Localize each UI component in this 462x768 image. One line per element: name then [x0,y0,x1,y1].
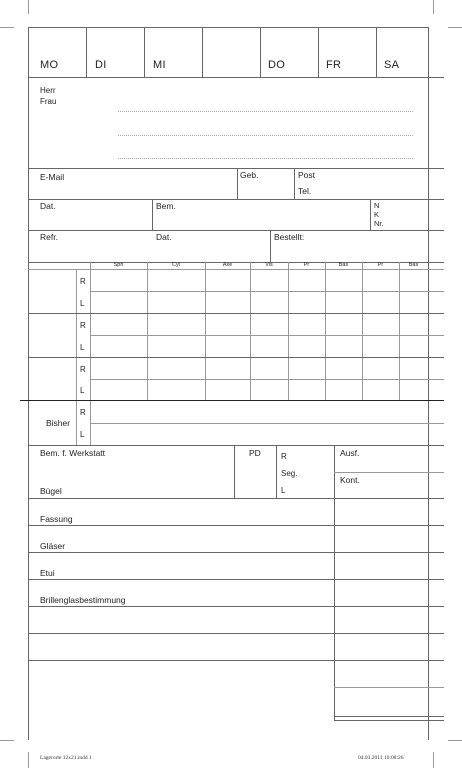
rx-header-bas-2: Bas [408,262,419,268]
item-line [28,579,444,580]
label-nk-k: K [374,210,380,219]
total-line [334,716,444,717]
item-line [28,606,444,607]
label-seg: Seg. [281,469,298,478]
item-line [28,552,444,553]
label-herr: Herr [40,86,56,95]
label-dat: Dat. [40,201,56,211]
dat-divider [370,199,371,230]
rx-header-sph: Sph [113,262,124,268]
label-nk-n: N [374,201,380,210]
rx-header-pr: Pr [303,262,310,268]
day-divider [86,27,87,77]
eye-left-2: L [80,343,85,352]
ausf-line [334,472,444,473]
label-fassung: Fassung [40,514,73,524]
day-saturday[interactable]: SA [384,59,400,71]
rx-row-line [90,335,444,336]
day-thursday[interactable]: DO [268,59,286,71]
day-row-top [28,27,428,28]
werkstatt-divider [234,445,235,498]
total-line [334,720,444,721]
label-nk-nr: Nr. [374,219,384,228]
crop-mark [0,740,14,741]
rx-row-line [90,423,444,424]
label-bem-werkstatt: Bem. f. Werkstatt [40,448,106,458]
label-pd: PD [249,448,261,458]
label-refr-dat: Dat. [156,232,172,242]
label-bem: Bem. [156,201,176,211]
day-divider [144,27,145,77]
crop-mark [433,0,434,14]
day-monday[interactable]: MO [40,59,59,71]
contact-divider [237,168,238,199]
rx-col-line [90,262,91,445]
address-line[interactable] [118,135,413,136]
label-ausf: Ausf. [340,448,360,458]
eye-left-3: L [80,386,85,395]
label-seg-r: R [281,452,287,461]
day-friday[interactable]: FR [326,59,342,71]
label-buegel: Bügel [40,486,62,496]
label-post: Post [298,170,316,180]
rx-header-bas: Bas [338,262,349,268]
name-line[interactable] [118,111,413,112]
eye-right-1: R [80,277,86,286]
label-bestellt: Bestellt: [274,232,305,242]
rx-group-line [28,357,444,358]
contact-divider [294,168,295,199]
day-row-bottom [28,77,444,78]
rx-row-line [90,291,444,292]
rx-header-cyl: Cyl [172,262,180,268]
label-tel: Tel. [298,186,312,196]
bisher-right: R [80,408,86,417]
contact-row-bottom [28,199,444,200]
item-line [28,525,444,526]
dat-row-bottom [28,230,444,231]
rx-bisher-top [20,400,444,401]
werkstatt-divider [276,445,277,498]
day-wednesday[interactable]: MI [153,59,166,71]
crop-mark [433,752,434,768]
crop-mark [448,27,462,28]
rx-header-vis: Vis [265,262,273,268]
day-divider [376,27,377,77]
footer-datetime: 04.03.2011 10:08:26 [358,755,404,761]
day-divider [318,27,319,77]
contact-row-top [28,168,444,169]
item-line [28,660,444,661]
day-divider [260,27,261,77]
crop-mark [28,752,29,768]
crop-mark [28,0,29,14]
label-email: E-Mail [40,172,65,182]
footer-filename: Lagerorte 12x21.indd 1 [40,755,92,761]
label-refr: Refr. [40,232,58,242]
label-seg-l: L [281,486,286,495]
bisher-left: L [80,430,85,439]
label-glaeser: Gläser [40,541,66,551]
crop-mark [448,740,462,741]
address-line[interactable] [118,158,413,159]
eye-right-3: R [80,365,86,374]
rx-header-pr-2: Pr [377,262,384,268]
werkstatt-bottom [28,498,444,499]
rx-group-line [28,313,444,314]
day-divider [202,27,203,77]
dat-divider [152,199,153,230]
refr-divider [270,230,271,262]
rx-bisher-bottom [28,445,444,446]
label-brillenglasbestimmung: Brillenglasbestimmung [40,595,126,605]
label-kont: Kont. [340,475,360,485]
label-geb: Geb. [240,170,259,180]
day-tuesday[interactable]: DI [95,59,107,71]
label-frau: Frau [40,97,57,106]
label-bisher: Bisher [46,418,71,428]
label-etui: Etui [40,568,55,578]
item-line [28,633,444,634]
crop-mark [0,27,14,28]
eye-left-1: L [80,299,85,308]
rx-header-axe: Axe [222,262,233,268]
werkstatt-divider [334,445,335,721]
rx-row-line [90,379,444,380]
item-line [334,687,444,688]
eye-right-2: R [80,321,86,330]
